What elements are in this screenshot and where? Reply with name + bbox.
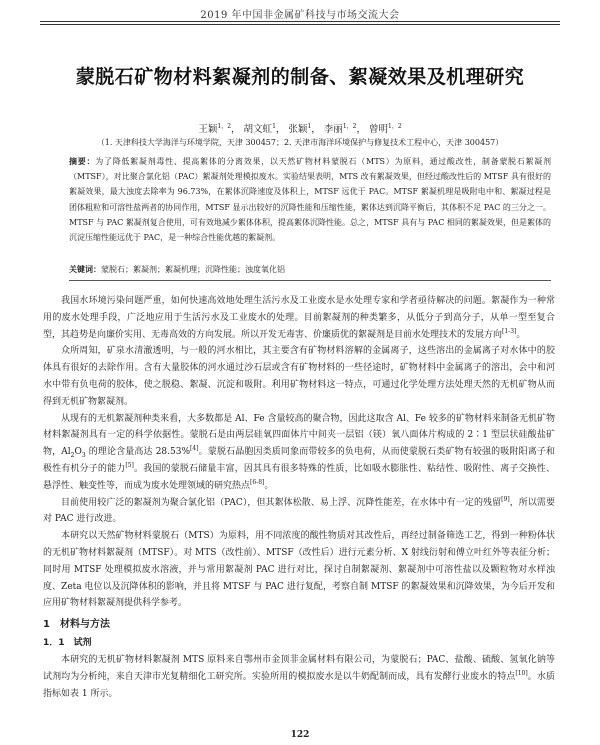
keywords-text: 蒙脱石；絮凝剂；絮凝机理；沉降性能；浊度氧化铝 — [101, 265, 285, 274]
author-name: 王颖 — [198, 124, 218, 135]
author-name: 李丽 — [323, 124, 343, 135]
author-name: 张颖 — [288, 124, 308, 135]
author-affil-mark: 1 — [307, 122, 312, 130]
abstract-label: 摘要： — [69, 157, 96, 166]
citation: [5] — [125, 461, 134, 469]
citation: [9] — [501, 495, 510, 503]
body-paragraph: 目前使用较广泛的絮凝剂为聚合氯化铝（PAC），但其絮体松散、易上浮、沉降性能差，在水体中有一定的残留[9]，所以需要对 PAC 进行改进。 — [43, 495, 555, 525]
main-body — [43, 293, 555, 703]
body-paragraph: 我国水环境污染问题严重，如何快速高效地处理生活污水及工业废水是水处理专家和学者亟待解决的问题。絮凝作为一种常用的废水处理手段，广泛地应用于生活污水及工业废水的处理。目前絮凝剂的种类繁多，从低分子到高分子，从单一型至复合型，其趋势是向廉价实用、无毒高效的方向发展。所以开发无毒害、价廉质优的絮凝剂是目前水处理技术的发展方向[1-3]。 — [43, 296, 555, 340]
running-header: 2019 年中国非金属矿科技与市场交流大会 — [200, 10, 400, 21]
paper-title: 蒙脱石矿物材料絮凝剂的制备、絮凝效果及机理研究 — [75, 66, 525, 88]
header-rule-thin — [40, 24, 560, 25]
header-rule-thick — [40, 21, 560, 22]
body-paragraph: 众所周知，矿泉水清澈透明，与一般的河水相比，其主要含有矿物材料溶解的金属离子，这些溶出的金属离子对水体中的胶体具有很好的去除作用。含有大量胶体的河水通过沙石层或含有矿物材料的一些径途时，矿物材料中金属离子的溶出，会中和河水中带有负电荷的胶体，使之脱稳、絮凝、沉淀和吸附。利用矿物材料这一特点，可通过化学处理方法处理天然的无机矿物从而得到无机矿物絮凝剂。 — [43, 346, 555, 407]
citation: [4] — [190, 445, 199, 453]
abstract — [69, 154, 551, 245]
abstract-text: 为了降低絮凝剂毒性、提高絮体的分离效果，以天然矿物材料蒙脱石（MTS）为原料，通过酸改性，制备蒙脱石絮凝剂（MTSF），对比聚合氯化铝（PAC）絮凝剂处理模拟废水。实验结果表明，MTS 改有絮凝效果，但经过酸改性后的 MTSF 具有很好的絮凝效果，最大浊度去除率为 96.73%，在絮体沉降速度及体积上，MTSF 远优于 PAC。MTSF 絮凝机理是吸附电中和、絮凝过程是团体粗粒和可溶性盐两者的协同作用，MTSF 显示出较好的沉降性能和压缩性能，絮体达到沉降平衡后，其体积不足 PAC 的三分之一。MTSF 与 PAC 絮凝剂复合使用，可有效地减少絮体体积，提高絮体沉降性能。总之，MTSF 具有与 PAC 相同的絮凝效果，但是絮体的沉淀压缩性能远优于 PAC，是一种综合性能优越的絮凝剂。 — [69, 157, 551, 243]
keywords-label: 关键词： — [69, 265, 101, 274]
author-affil-mark: 1 — [272, 122, 276, 130]
section-heading: 1 材料与方法 — [43, 619, 110, 631]
author-line: 王颖$^{1,2}$， 胡文虹$^1$， 张颖$^1$， 李丽$^{1,2}$， 曾明$^{1,2}$ — [198, 122, 402, 135]
author-affil-mark: 1，2 — [342, 122, 357, 130]
author-affil-mark: 1，2 — [388, 122, 402, 130]
keywords — [69, 263, 551, 276]
author-affil-mark: 1，2 — [217, 122, 232, 130]
body-paragraph: 从现有的无机絮凝剂种类来看，大多数都是 Al、Fe 含量较高的聚合物，因此这取含 Al、Fe 较多的矿物材料来制备无机矿物材料絮凝剂具有一定的科学依据性。蒙脱石是由两层硅氧四面体片中间夹一层铝（镁）氧八面体片构成的 2∶1 型层状硅酸盐矿物，$Al_2O_3$ 的理论含量高达 28.53%[4]。蒙脱石晶胞因类质同象而带较多的负电荷，从而使蒙脱石类矿物有较强的吸附阳离子和极性有机分子的能力[5]。我国的蒙脱石储量丰富，因其具有很多特殊的性质，比如吸水膨胀性、粘结性、吸附性、离子交换性、悬浮性、触变性等，而成为废水处理领域的研究热点[6-8]。 — [43, 413, 555, 491]
abstract-divider — [69, 280, 551, 281]
author-name: 曾明 — [368, 124, 388, 135]
page-number: 122 — [290, 730, 310, 740]
citation: [1-3] — [502, 327, 517, 335]
subsection-heading: 1．1 试剂 — [43, 638, 92, 649]
author-name: 胡文虹 — [243, 124, 273, 135]
citation: [6-8] — [250, 478, 265, 486]
body-paragraph: 本研究的无机矿物材料絮凝剂 MTS 原料来自鄂州市金顶非金属材料有限公司，为蒙脱石；PAC、盐酸、硫酸、氢氧化钠等试剂均为分析纯，来自天津市光复精细化工研究所。实验所用的模拟废水是以牛奶配制而成，具有发酵行业废水的特点[10]。水质指标如表 1 所示。 — [43, 655, 555, 699]
citation: [10] — [515, 669, 528, 677]
body-paragraph: 本研究以天然矿物材料蒙脱石（MTS）为原料，用不同浓度的酸性物质对其改性后，再经过制备筛选工艺，得到一种粉体状的无机矿物材料絮凝剂（MTSF）。对 MTS（改性前）、MTSF（改性后）进行元素分析、X 射线衍射和傅立叶红外等表征分析；同时用 MTSF 处理模拟废水溶液，并与常用絮凝剂 PAC 进行对比，探讨自制絮凝剂、絮凝剂中可溶性盐以及颗粒物对水样浊度、Zeta 电位以及沉降体积的影响，并且将 MTSF 与 PAC 进行复配，考察自制 MTSF 的絮凝效果和沉降效果，为今后开发和应用矿物材料絮凝剂提供科学参考。 — [43, 531, 555, 609]
affiliation: （1. 天津科技大学海洋与环境学院，天津 300457；2. 天津市海洋环境保护与修复技术工程中心，天津 300457） — [96, 138, 504, 147]
